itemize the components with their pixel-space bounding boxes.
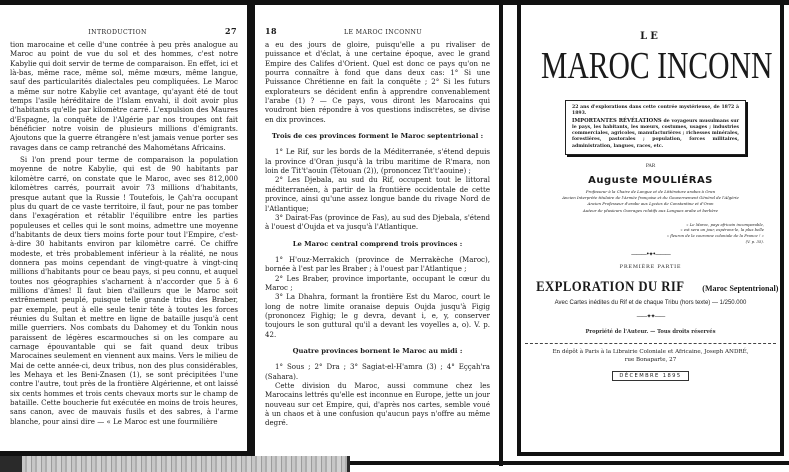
page-body: [255, 40, 499, 428]
section-heading: Le Maroc central comprend trois provinces :: [292, 239, 463, 248]
page-number: 27: [225, 26, 237, 36]
credential-line: Professeur à la Chaire de Langue et de Littérature arabes à Oran: [585, 189, 716, 195]
running-head: [255, 26, 499, 36]
epigraph-line: « est sera un jour, espérons-le, la plus belle: [680, 227, 764, 233]
list-item: 1° H'ouz-Merrakich (province de Merrakèche (Maroc), bornée à l'est par les Braber ; à l'ouest par l'Atlantique ;: [265, 254, 490, 274]
date-label: DÉCEMBRE 1895: [612, 371, 688, 381]
credential-line: Ancien Interprète titulaire de l'Armée française et du Gouvernement Général de l'Algérie: [562, 195, 739, 201]
maps-note: Avec Cartes inédites du Rif et de chaque Tribu (hors texte) — 1/250.000: [554, 300, 747, 307]
epigraph: [521, 222, 764, 244]
section-heading: Trois de ces provinces forment le Maroc septentrional :: [271, 132, 484, 141]
book-title-page: [521, 5, 780, 451]
paragraph: Cette division du Maroc, aussi commune chez les Marocains lettrés qu'elle est inconnue en Europe, jette un jour nouveau sur cet Empire, qui, d'après nos cartes, semble voué à un chaos et à une confusion qu'aucun pays n'offre au même degré.: [265, 381, 490, 428]
list-item: 2° Les Djebala, au sud du Rif, occupent tout le littoral méditerranéen, à partir de la frontière occidentale de cette province, ainsi qu'une assez longue bande du rivage Nord de l'Atlantique;: [265, 175, 490, 213]
publisher-line: En dépôt à Paris à la Librairie Coloniale et Africaine, Joseph ANDRÉ,: [552, 349, 749, 356]
part-title: [521, 276, 780, 296]
epigraph-reference: (V. p. 35).: [745, 238, 764, 244]
running-head: [0, 26, 247, 36]
part-title-sub: (Maroc Septentrional): [702, 284, 779, 294]
summary-line: 22 ans d'explorations dans cette contrée mystérieuse, de 1872 à 1893.: [572, 105, 739, 117]
epigraph-line: « Le Maroc, pays africain incomparable,: [686, 221, 764, 227]
copyright-notice: Propriété de l'Auteur. — Tous droits réservés: [585, 329, 716, 336]
title-article: LE: [640, 31, 661, 42]
scan-texture: [22, 456, 347, 472]
publisher-info: [521, 348, 780, 364]
running-head-title: LE MAROC INCONNU: [344, 29, 422, 36]
summary-emphasis: IMPORTANTES RÉVÉLATIONS: [572, 117, 662, 124]
list-item: 1° Sous ; 2° Dra ; 3° Sagiat-el-H'amra (3) ; 4° Eççah'ra (Sahara).: [265, 362, 490, 381]
by-label: PAR: [645, 164, 656, 170]
list-item: 1° Le Rif, sur les bords de la Méditerranée, s'étend depuis la province d'Oran jusqu'à la tribu maritime de R'mara, non loin de Tit't'aouin (Tétouan (2)), (prononcez Tit't'aouine) ;: [265, 147, 490, 176]
book-page-middle: [255, 5, 499, 461]
summary-body: [572, 118, 739, 150]
credential-line: Auteur de plusieurs Ouvrages relatifs aux Langues arabe et berbère: [583, 207, 718, 213]
page-number: 18: [265, 26, 277, 36]
credential-line: Ancien Professeur d'arabe aux Lycées de Constantine et d'Oran: [587, 201, 714, 207]
page-right-border: [780, 5, 784, 456]
page-body: [0, 40, 247, 426]
list-item: 3° La Dhahra, formant la frontière Est du Maroc, court le long de notre limite oranaise depuis Oujda jusqu'à Figig (prononcez Fighig; le g devra, devant i, e, y, conserver toujours le son guttural qu'il a devant les voyelles a, o). V. p. 42.: [265, 292, 490, 339]
paragraph: tion marocaine et celle d'une contrée à peu près analogue au Maroc au point de vue du sol et des hommes, c'est notre Kabylie qui doit servir de terme de comparaison. En effet, ici et là-bas, même race, même sol, même mœurs, même langue, sauf des particularités dialectales peu compliquées. Le Maroc a même sur notre Kabylie cet avantage, qu'ayant été de tout temps l'asile héréditaire de l'Islam envahi, il doit avoir plus d'habitants qu'elle par kilomètre carré. L'expulsion des Maures d'Espagne, la conquête de l'Algérie par nos troupes ont fait bénéficier notre voisin de plusieurs millions d'émigrants. Ajoutons que la guerre étrangère n'est jamais venue porter ses ravages dans ce camp retranché des Mahométans Africains.: [10, 40, 238, 152]
running-head-title: INTRODUCTION: [88, 29, 147, 36]
ornament-divider: ——✦✦——: [636, 313, 665, 321]
publisher-address: rue Bonaparte, 27: [624, 357, 677, 364]
section-heading: Quatre provinces bornent le Maroc au midi :: [292, 346, 463, 355]
author-name: Auguste MOULIÉRAS: [588, 175, 713, 187]
scanned-strip: [0, 456, 350, 472]
list-item: 3° Dairat-Fas (province de Fas), au sud des Djebala, s'étend à l'ouest d'Oujda et va jusqu'à l'Atlantique.: [265, 212, 490, 232]
dashed-rule: [525, 343, 776, 344]
epigraph-line: « fleuron de la couronne coloniale de la France ! »: [666, 233, 764, 239]
book-title: MAROC INCONN: [541, 45, 773, 87]
summary-box: [565, 100, 746, 155]
page-bottom-border: [517, 452, 784, 456]
page-divider: [247, 5, 255, 456]
page-divider: [499, 5, 503, 466]
part-label: PREMIÈRE PARTIE: [619, 264, 682, 271]
list-item: 2° Les Braber, province importante, occupant le cœur du Maroc ;: [265, 273, 490, 292]
publication-date: [521, 373, 780, 379]
ornament-divider: ———•✦•———: [630, 251, 671, 259]
author-credentials: [521, 189, 780, 214]
summary-text: de voyageurs musulmans sur le pays, les habitants, les mœurs, costumes, usages ; industries commerciales, agricoles, manufacturières ; richesses minérales, forestières, pastorales ; population, forces militaires, administration, langues, races, etc.: [572, 118, 739, 149]
paragraph: a eu des jours de gloire, puisqu'elle a pu rivaliser de puissance et d'éclat, à une certaine époque, avec le grand Empire des Califes d'Orient. Quel est donc ce pays qu'on ne pourra connaître à fond que dans deux cas: 1° Si une Puissance Chrétienne en fait la conquête ; 2° Si les futurs explorateurs se décident enfin à apprendre convenablement l'arabe (1) ? — Ce pays, vous diront les Marocains qui voudront bien répondre à vos questions indiscrètes, se divise en dix provinces.: [265, 40, 490, 124]
book-page-left: [0, 5, 247, 451]
part-title-main: EXPLORATION DU RIF: [535, 279, 685, 296]
paragraph: Si l'on prend pour terme de comparaison la population moyenne de notre Kabylie, qui est de 90 habitants par kilomètre carré, on constate que le Maroc, avec ses 812,000 kilomètres carrés, pourrait avoir 73 millions d'habitants, presque autant que la Russie ! Toutefois, le Çah'ra occupant plus du quart de ce vaste territoire, il faut, pour ne pas tomber dans l'exagération et rétablir l'équilibre entre les parties populeuses et celles qui le sont moins, admettre une moyenne d'habitants de deux tiers moins forte pour tout l'Empire, c'est-à-dire 30 habitants environ par kilomètre carré. Ce chiffre modeste, et très probablement inférieur à la réalité, ne nous donnera pas moins cependant de vingt-quatre à vingt-cinq millions d'habitants pour ce beau pays, si peu connu, et auquel toutes nos géographies s'acharnent à n'accorder que 5 à 6 millions d'âmes! Il faut bien d'ailleurs que le Maroc soit extrêmement peuplé, puisque telle grande tribu des Braber, par exemple, peut à elle seule tenir tête à toutes les forces réunies du Sultan et mettre en ligne de bataille jusqu'à cent mille guerriers. Nos combats du Dahomey et du Tonkin nous paraissent de légères escarmouches si on les compare au carnage épouvantable qui se fait quand deux tribus Marocaines seulement en viennent aux mains. Vers le milieu de Mai de cette année-ci, deux tribus, non des plus considérables, les Mehaya et les Beni-Znasen (1), se sont précipitées l'une contre l'autre, tout près de la frontière Algérienne, et ont laissé six cents hommes et trois cents chevaux morts sur le champ de bataille. Cette boucherie fut exécutée en moins de trois heures, sans canon, avec de mauvais fusils et des sabres, à l'arme blanche, pour ainsi dire — « Le Maroc est une fourmilière: [10, 155, 238, 426]
